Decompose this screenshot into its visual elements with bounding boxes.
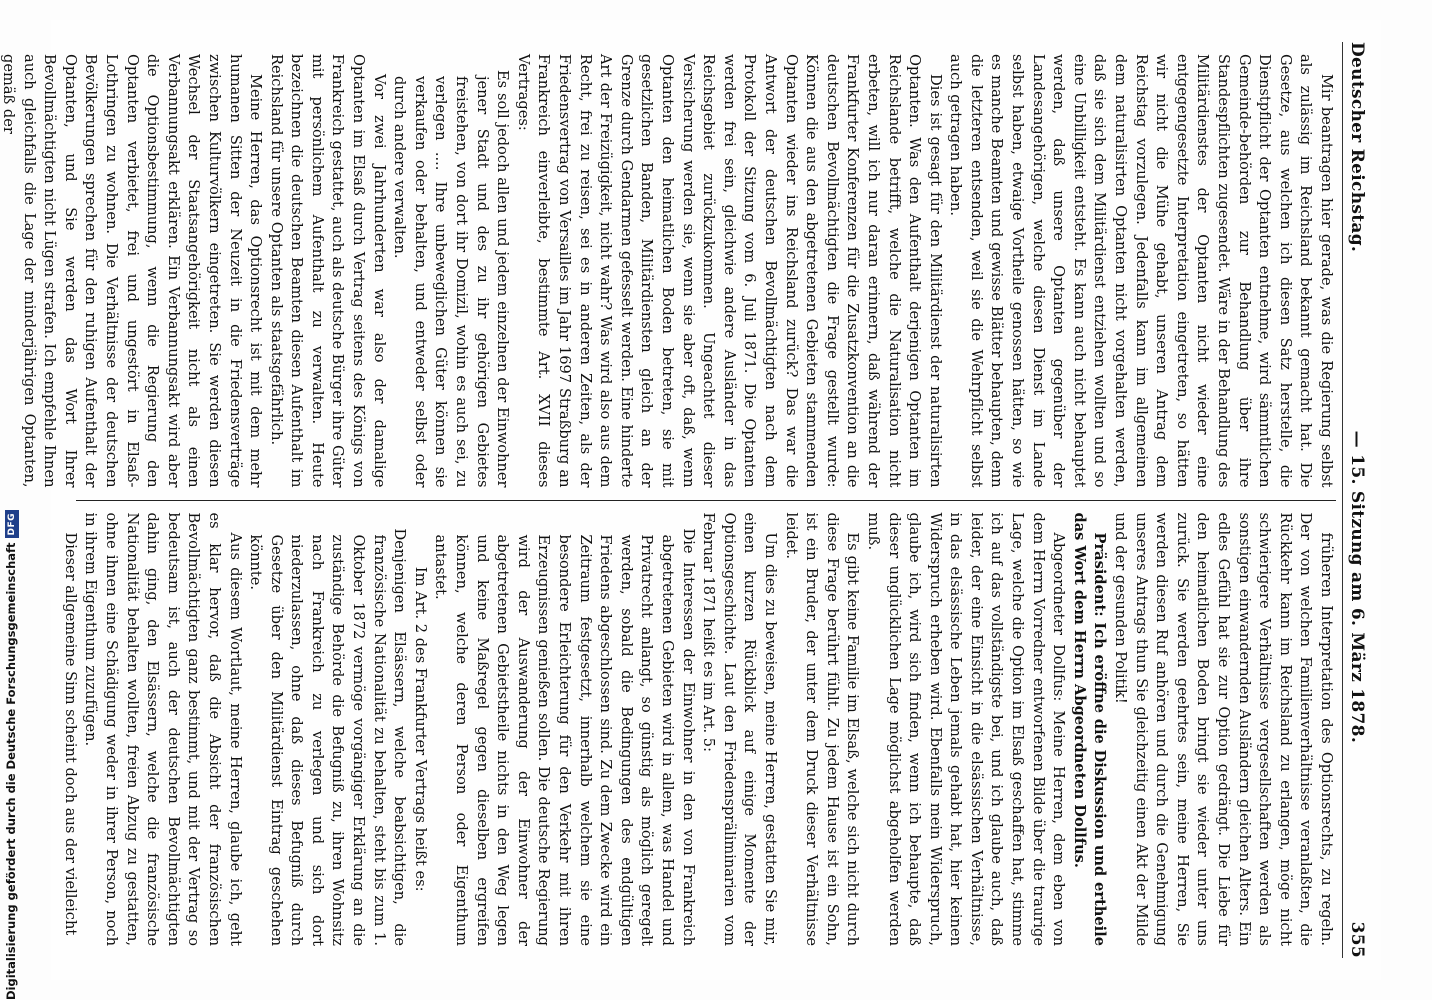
- paragraph: Dies ist gesagt für den Militärdienst der naturalisirten Optanten. Was den Aufenthalt derjenigen Optanten im Reichslande betrifft, welche die Naturalisation nicht erbeten, will ich nur daran erinnern, daß während der Frankfurter Konferenzen für die Zusatzkonvention an die deutschen Bevollmächtigten die Frage gestellt wurde: Können die aus den abgetretenen Gebieten stammenden Optanten wieder ins Reichsland zurück? Das war die Antwort der deutschen Bevollmächtigten nach dem Protokoll der Sitzung vom 6. Juli 1871. Die Optanten werden frei sein, gleichwie andere Ausländer in das Reichsgebiet zurückzukommen. Ungeachtet dieser Versicherung werden sie, wenn sie aber oft, daß, wenn Optanten den heimatlichen Boden betreten, sie mit gesetzlichen Banden, Militärdiensten gleich an der Grenze durch Gendarmen gefesselt werden. Eine hinderte Art der Freizügigkeit, nicht wahr? Was wird also aus dem Recht, frei zu reisen, sei es in anderen Zeiten, als der Friedensvertrag von Versailles im Jahr 1697 Straßburg an Frankreich einverleibte, bestimmte Art. XVII dieses Vertrages:: [514, 54, 944, 488]
- paragraph: Mir beantragen hier gerade, was die Regierung selbst als zulässig im Reichsland bekannt gemacht hat. Die Gesetze, aus welchen ich diesen Satz herstelle, die Dienstpflicht der Optanten entnehme, wird sämmtlichen Gemeinde-behörden zur Behandlung über ihre Standespflichten zugesendet. Wäre in der Behandlung des Militärdienstes der Optanten nicht wieder eine entgegengesetzte Interpretation eingetreten, so hätten wir nicht die Mühe gehabt, unseren Antrag dem Reichstag vorzulegen. Jedenfalls kann im allgemeinen dem naturalisirten Optanten nicht vorgehalten werden, daß sie sich dem Militärdienst entziehen wollten und so eine Unbilligkeit entsteht. Es kann auch nicht behauptet werden, daß unsere Optanten gegenüber der Landesangehörigen, welche diesen Dienst im Lande selbst haben, etwaige Vortheile genossen hätten, so wie es manche Beamten und gewisse Blätter behaupten, denn die letzteren entsenden, weil sie die Wehrpflicht selbst auch getragen haben.: [947, 54, 1335, 488]
- paragraph: Meine Herren, das Optionsrecht ist mit dem mehr humanen Sitten der Neuzeit in die Friedensverträge zwischen Kulturvölkern eingetreten. Sie werden diesen Wechsel der Staatsangehörigkeit nicht als einen Verbannungsakt erklären. Ein Verbannungsakt wird aber die Optionsbestimmung, wenn die Regierung den Optanten verbietet, frei und ungestört in Elsaß-Lothringen zu wohnen. Die Verhältnisse der deutschen Bevölkerungen sprechen für den ruhigen Aufenthalt der Optanten, und Sie werden das Wort Ihrer Bevollmächtigten nicht Lügen strafen. Ich empfehle Ihnen auch gleichfalls die Lage der minderjährigen Optanten, gemäß der: [0, 54, 265, 488]
- paragraph: Aus diesem Wortlaut, meine Herren, glaube ich, geht es klar hervor, daß die Absicht der französischen Bevollmächtigten ganz bestimmt, und mit der Vertrag so bedeutsam ist, auch der deutschen Bevollmächtigten dahin ging, den Elsässern, welche die französische Nationalität behalten wollten, freien Abzug zu gestatten, ohne ihnen eine Schädigung weder in ihrer Person, noch in ihrem Eigenthum zuzufügen.: [82, 512, 244, 946]
- column-left: [0, 42, 1336, 500]
- digitization-credit: [0, 0, 22, 1000]
- paragraph: Um dies zu beweisen, meine Herren, gestatten Sie mir, einen kurzen Rückblick auf einige Momente der Optionsgeschichte. Laut den Friedenspräliminarien vom Februar 1871 heißt es im Art. 5:: [700, 512, 779, 946]
- header-title: Deutscher Reichstag.: [1347, 42, 1367, 253]
- page-header: [1342, 42, 1367, 958]
- quoted-treaty-text: Denjenigen Elsässern, welche beabsichtigen, die französische Nationalität zu behalten, steht bis zum 1. Oktober 1872 vermöge vorgängiger Erklärung an die zuständige Behörde die Befugniß zu, ihren Wohnsitz nach Frankreich zu verlegen und sich dort niederzulassen, ohne daß dieses Befugniß durch Gesetze über den Militärdienst Eintrag geschehen könnte.: [247, 528, 409, 946]
- quoted-treaty-text: Die Interessen der Einwohner in den von Frankreich abgetretenen Gebieten wird in allem, was Handel und Privatrecht anlangt, so günstig als möglich geregelt werden, sobald die Bedingungen des endgültigen Friedens abgeschlossen sind. Zu dem Zwecke wird ein Zeitraum festgesetzt, innerhalb welchem sie eine besondere Erleichterung für den Verkehr mit ihren Erzeugnissen genießen sollen. Die deutsche Regierung wird der Auswanderung der Einwohner der abgetretenen Gebietstheile nichts in den Weg legen und keine Maßregel gegen dieselben ergreifen können, welche deren Person oder Eigenthum antastet.: [432, 528, 697, 946]
- header-session: — 15. Sitzung am 6. März 1878.: [1347, 430, 1367, 744]
- paragraph: Vor zwei Jahrhunderten war also der damalige Optanten im Elsaß durch Vertrag seitens des Königs von Frankreich gestattet, auch als deutsche Bürger ihre Güter mit persönlichem Aufenthalt zu verwalten. Heute bezeichnen die deutschen Beamten diesen Aufenthalt im Reichsland für unsere Optanten als staatsgefährlich.: [267, 54, 388, 488]
- paragraph: Es gibt keine Familie im Elsaß, welche sich nicht durch diese Frage berührt fühlt. Zu jedem Hause ist ein Sohn, ist ein Bruder, der unter dem Druck dieser Verhältnisse leidet.: [782, 512, 862, 946]
- dfg-logo: DFG: [5, 510, 19, 539]
- president-statement: Präsident: Ich eröffne die Diskussion und ertheile das Wort dem Herrn Abgeordneten Dollfus.: [1070, 512, 1109, 946]
- speaker-paragraph: Abgeordneter Dollfus: Meine Herren, dem eben von dem Herrn Vorredner entworfenen Bilde über die traurige Lage, welche die Option im Elsaß geschaffen hat, stimme ich auf das vollständigste bei, und ich glaube auch, daß leider, der eine Einsicht in die elsässischen Verhältnisse, in das elsässische Leben jemals gehabt hat, hier keinen Widerspruch erheben wird. Ebenfalls mein Widerspruch, glaube ich, wird sich finden, wenn ich behaupte, daß dieser unglücklichen Lage möglichst abgeholfen werden muß.: [864, 512, 1068, 946]
- digitization-credit-strip: [0, 0, 22, 1000]
- paragraph: Dieser allgemeine Sinn scheint doch aus der vielleicht: [61, 532, 79, 936]
- credit-text: Digitalisierung gefördert durch die Deutsche Forschungsgemeinschaft: [4, 542, 18, 1000]
- page-number: 355: [1347, 921, 1367, 958]
- column-right: [61, 500, 1336, 959]
- paragraph: früheren Interpretation des Optionsrechts, zu regeln. Der von welchen Familienverhältnisse veranlaßten, die Rückkehr kann im Reichsland zu erlangen, möge nicht schwierigere Verhältnisse vergesellschaften werden als sonstigen einwandernden Ausländern gleichen Alters. Ein edles Gefühl hat sie zur Option gedrängt. Die Liebe für den heimatlichen Boden bringt sie wieder unter uns zurück. Sie werden geehrtes sein, meine Herren, Sie werden diesen Ruf anhören und durch die Genehmigung unseres Antrags thun Sie gleichzeitig einen Akt der Milde und der gesunden Politik!: [1112, 512, 1335, 946]
- treaty-reference: Im Art. 2 des Frankfurter Vertrags heißt es:: [411, 566, 429, 892]
- quoted-treaty-text: Es soll jedoch allen und jedem einzelnen der Einwohner jener Stadt und des zu ihr gehörigen Gebietes freistehen, von dort ihr Domizil, wohin es auch sei, zu verlegen .... Ihre unbeweglichen Güter können sie verkaufen oder behalten, und entweder selbst oder durch andere verwalten.: [391, 70, 512, 488]
